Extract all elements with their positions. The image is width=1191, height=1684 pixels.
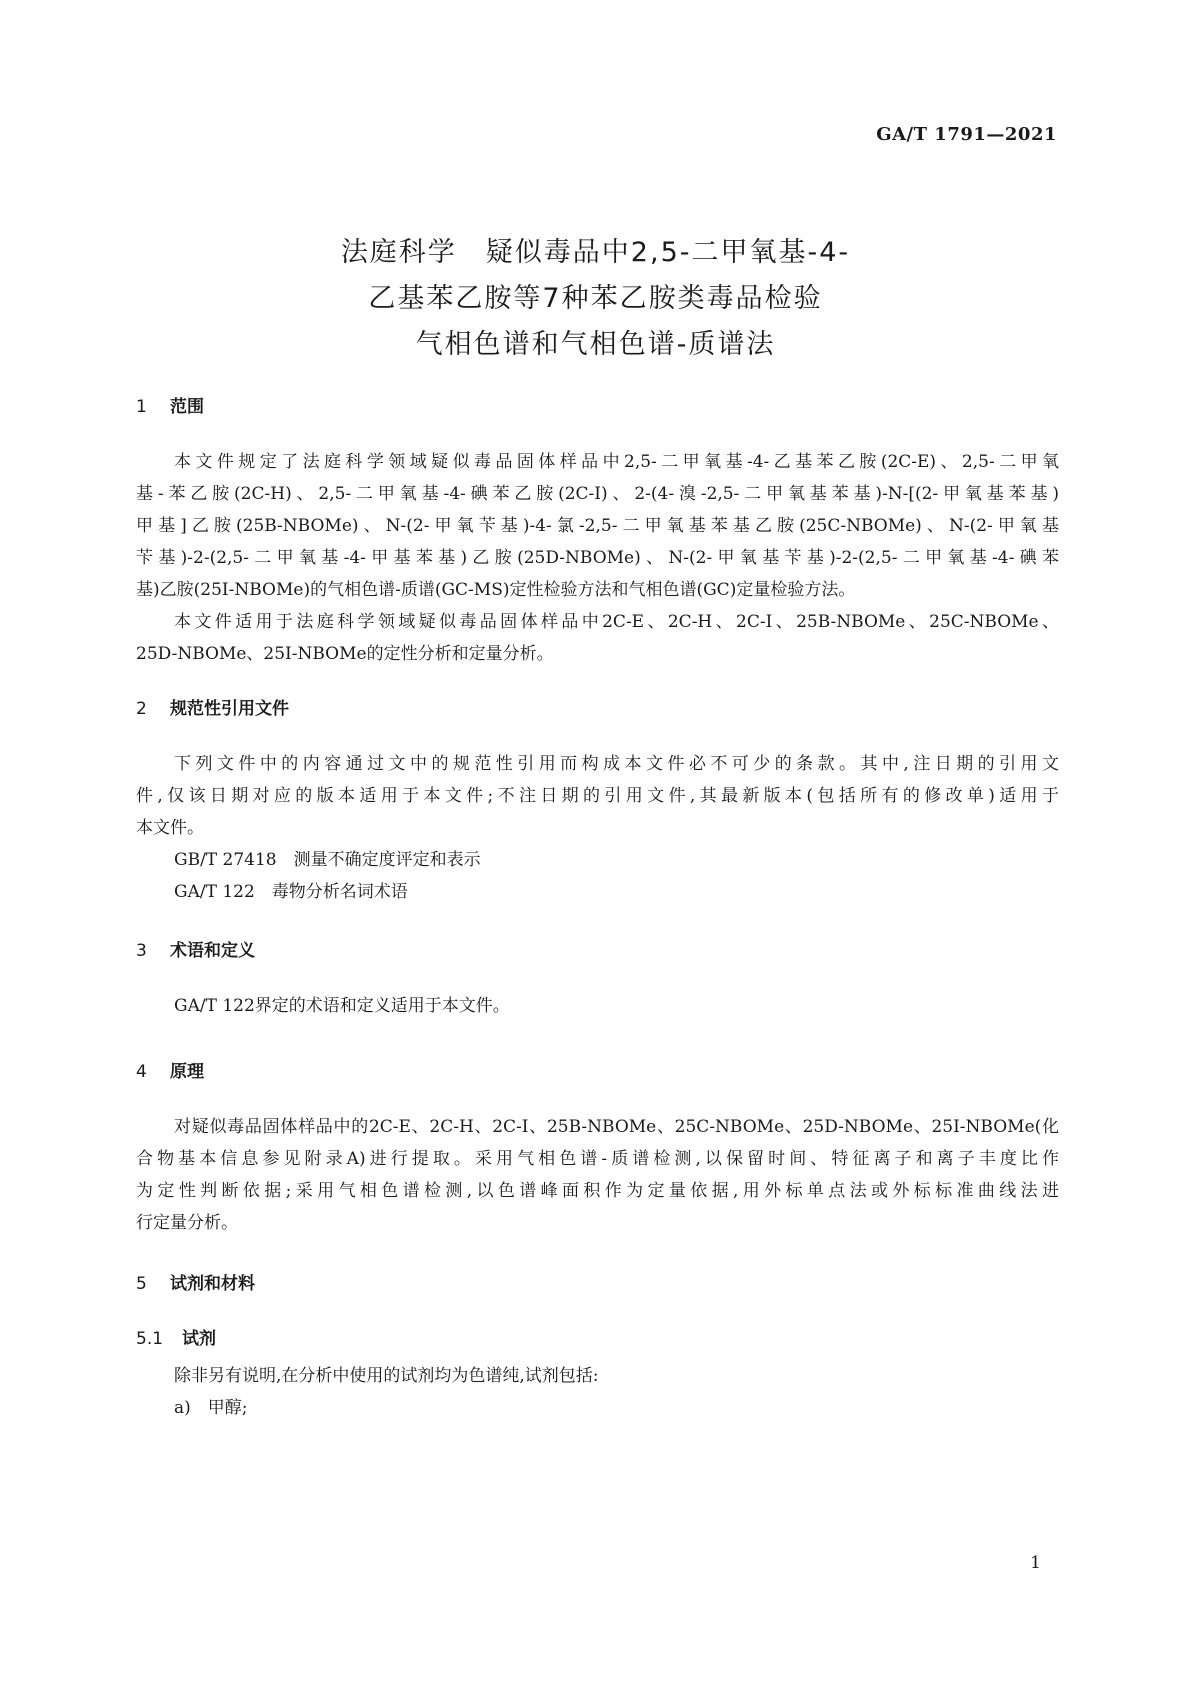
title-line-2: 乙基苯乙胺等7种苯乙胺类毒品检验 — [368, 283, 823, 314]
text-line: 基)乙胺(25I-NBOMe)的气相色谱-质谱(GC-MS)定性检验方法和气相色谱(GC)定量检验方法。 — [136, 580, 856, 600]
scope-paragraph-1 — [136, 446, 1059, 670]
section-title: 试剂 — [182, 1329, 216, 1349]
section-number: 5 — [136, 1274, 147, 1294]
section-title: 范围 — [170, 397, 204, 417]
text-line: 件,仅该日期对应的版本适用于本文件;不注日期的引用文件,其最新版本(包括所有的修改单)适用于 — [136, 786, 1059, 806]
list-item — [136, 1392, 1059, 1424]
reference-title: 毒物分析名词术语 — [271, 882, 408, 902]
section-title: 术语和定义 — [170, 941, 255, 961]
section-5-heading — [136, 1269, 255, 1294]
text-line: 本文件。 — [136, 818, 204, 838]
list-marker: a) — [174, 1398, 191, 1418]
list-text: 甲醇; — [207, 1398, 248, 1418]
normative-paragraph — [136, 748, 1059, 908]
section-number: 2 — [136, 699, 147, 719]
text-line: 基-苯乙胺(2C-H)、2,5-二甲氧基-4-碘苯乙胺(2C-I)、2-(4-溴-2,5-二甲氧基苯基)-N-[(2-甲氧基苯基) — [136, 484, 1059, 504]
text-line: 25D-NBOMe、25I-NBOMe的定性分析和定量分析。 — [136, 644, 554, 664]
text-line: 本文件适用于法庭科学领域疑似毒品固体样品中2C-E、2C-H、2C-I、25B-NBOMe、25C-NBOMe、 — [174, 612, 1059, 632]
section-number: 5.1 — [136, 1329, 164, 1349]
section-title: 试剂和材料 — [170, 1274, 255, 1294]
section-number: 4 — [136, 1062, 147, 1082]
text-line: 下列文件中的内容通过文中的规范性引用而构成本文件必不可少的条款。其中,注日期的引用文 — [174, 754, 1059, 774]
section-3-heading — [136, 936, 255, 961]
principle-paragraph — [136, 1111, 1059, 1239]
section-2-heading — [136, 694, 289, 719]
reference-code: GB/T 27418 — [174, 850, 277, 870]
section-number: 1 — [136, 397, 147, 417]
text-line: 合物基本信息参见附录A)进行提取。采用气相色谱-质谱检测,以保留时间、特征离子和离子丰度比作 — [136, 1149, 1059, 1169]
section-5-1-heading — [136, 1324, 216, 1349]
reference-item — [136, 876, 1059, 908]
reagents-paragraph — [136, 1360, 1059, 1424]
text-line: 对疑似毒品固体样品中的2C-E、2C-H、2C-I、25B-NBOMe、25C-NBOMe、25D-NBOMe、25I-NBOMe(化 — [174, 1117, 1059, 1137]
text-line: 行定量分析。 — [136, 1213, 238, 1233]
section-number: 3 — [136, 941, 147, 961]
reference-item — [136, 844, 1059, 876]
text-line: 为定性判断依据;采用气相色谱检测,以色谱峰面积作为定量依据,用外标单点法或外标标准曲线法进 — [136, 1181, 1059, 1201]
section-1-heading — [136, 392, 204, 417]
terms-paragraph — [136, 990, 1059, 1022]
reference-title: 测量不确定度评定和表示 — [293, 850, 481, 870]
text-line: 本文件规定了法庭科学领域疑似毒品固体样品中2,5-二甲氧基-4-乙基苯乙胺(2C-E)、2,5-二甲氧 — [174, 452, 1059, 472]
title-line-1: 法庭科学 疑似毒品中2,5-二甲氧基-4- — [340, 237, 851, 268]
document-title — [0, 230, 1191, 368]
section-title: 规范性引用文件 — [170, 699, 289, 719]
text-line: 苄基)-2-(2,5-二甲氧基-4-甲基苯基)乙胺(25D-NBOMe)、N-(2-甲氧基苄基)-2-(2,5-二甲氧基-4-碘苯 — [136, 548, 1059, 568]
page-number: 1 — [1030, 1553, 1041, 1573]
text-line: 甲基]乙胺(25B-NBOMe)、N-(2-甲氧苄基)-4-氯-2,5-二甲氧基苯基乙胺(25C-NBOMe)、N-(2-甲氧基 — [136, 516, 1059, 536]
text-line: 除非另有说明,在分析中使用的试剂均为色谱纯,试剂包括: — [174, 1366, 599, 1386]
standard-number: GA/T 1791—2021 — [876, 124, 1057, 145]
text-line: GA/T 122界定的术语和定义适用于本文件。 — [174, 996, 510, 1016]
title-line-3: 气相色谱和气相色谱-质谱法 — [415, 329, 776, 360]
section-4-heading — [136, 1057, 204, 1082]
reference-code: GA/T 122 — [174, 882, 255, 902]
section-title: 原理 — [170, 1062, 204, 1082]
